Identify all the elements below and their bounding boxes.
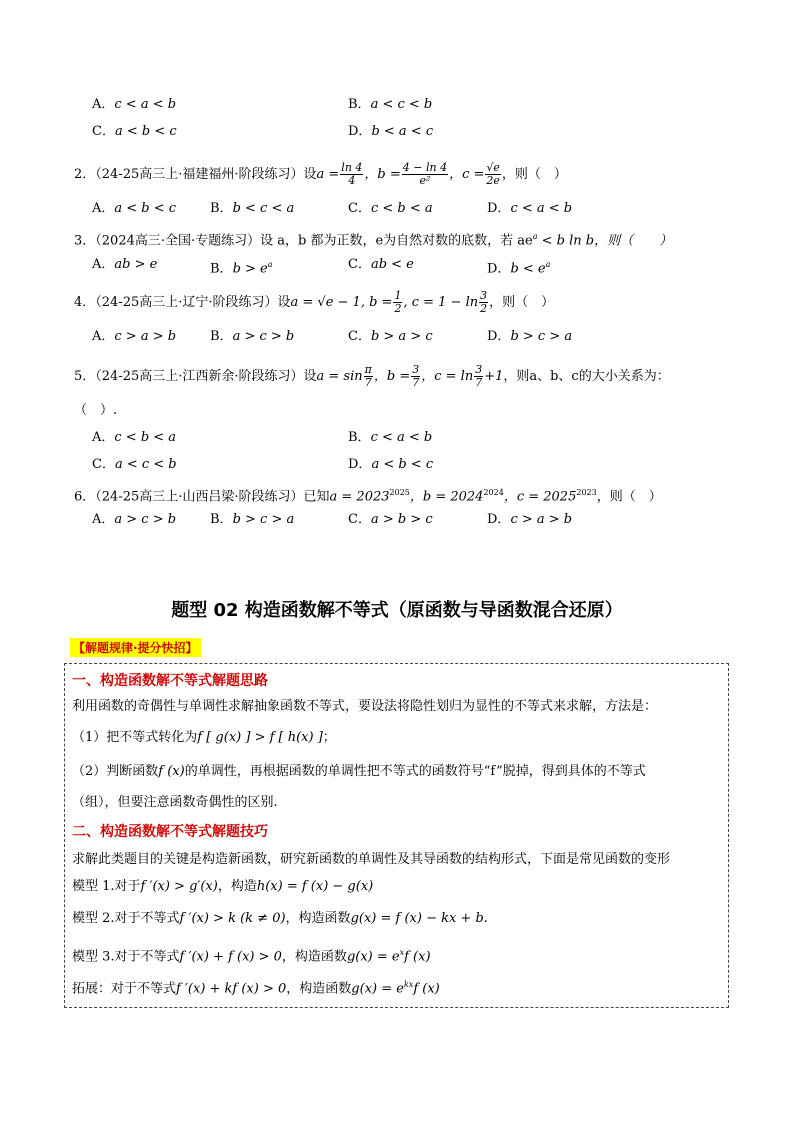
fraction-b: $\frac{4 - \ln 4}{\text{e²}}$	[402, 161, 448, 187]
tips-step-2-cont: （组），但要注意函数奇偶性的区别.	[72, 795, 278, 810]
expr-c: ，c =	[449, 167, 485, 182]
option-expression: b < a < c	[371, 124, 434, 139]
expr-a: a = 2023	[329, 489, 390, 505]
question-5	[74, 364, 670, 389]
q3-option-a[interactable]: A．ab > e	[92, 257, 158, 272]
q4-option-b[interactable]: B．a > c > b	[210, 329, 295, 344]
question-stem: 6．（24-25高三上·山西吕梁·阶段练习）已知	[74, 489, 330, 505]
model-extension: 拓展：对于不等式f ′(x) + kf (x) > 0，构造函数$g(x) = e^{kx}f$ (x)	[72, 980, 440, 997]
q1-option-b[interactable]	[348, 96, 432, 114]
q5-option-b[interactable]: B．c < a < b	[348, 430, 433, 445]
question-4	[74, 290, 554, 315]
q3-option-d[interactable]: D．$b < e^a$	[487, 260, 551, 277]
expr-b: ，b = 2024	[409, 489, 484, 505]
superscript-c: 2023	[576, 488, 597, 497]
option-expression: a < b < c	[114, 124, 177, 139]
fraction-c: $\frac{√e}{2e}$	[486, 161, 500, 187]
option-label: B．	[348, 97, 371, 112]
superscript: a	[532, 232, 538, 241]
superscript-a: 2025	[389, 488, 410, 497]
question-6	[74, 484, 662, 506]
q3-option-b[interactable]: B．$b > e^a$	[210, 260, 273, 277]
question-suffix: ，则（ ）	[489, 295, 555, 310]
model-1: 模型 1.对于f ′(x) > g′(x)，构造h(x) = f (x) − g(x)	[72, 879, 374, 894]
q2-option-b[interactable]: B．b < c < a	[210, 201, 295, 216]
q4-option-a[interactable]: A．c > a > b	[92, 329, 177, 344]
option-label: A．	[92, 97, 115, 112]
question-suffix: ，则（ ）	[596, 489, 662, 505]
expr-c: , c = 1 − ln	[403, 295, 479, 310]
expr-b: ，b =	[364, 167, 401, 182]
q5-option-a[interactable]: A．c < b < a	[92, 430, 177, 445]
q2-option-c[interactable]: C．c < b < a	[348, 201, 433, 216]
question-stem: 2．（24-25高三上·福建福州·阶段练习）设	[74, 167, 317, 182]
model-2: 模型 2.对于不等式f ′(x) > k (k ≠ 0)，构造函数g(x) = f (x) − kx + b.	[72, 911, 488, 926]
q5-option-c[interactable]: C．a < c < b	[92, 457, 177, 472]
q3-option-c[interactable]: C．ab < e	[348, 257, 414, 272]
q1-option-a[interactable]	[92, 96, 176, 114]
option-expression: c < a < b	[114, 97, 177, 112]
q6-option-a[interactable]: A．a > c > b	[92, 512, 177, 527]
q2-option-a[interactable]: A．a < b < c	[92, 201, 177, 216]
fraction-c: $\frac{3}{7}$	[475, 363, 483, 389]
option-expression: a < c < b	[370, 97, 433, 112]
fraction-b: $\frac{3}{7}$	[412, 363, 420, 389]
question-5-line2: （ ）.	[74, 403, 118, 418]
question-3	[74, 228, 672, 250]
expr-a: a =	[316, 167, 340, 182]
question-stem: 5．（24-25高三上·江西新余·阶段练习）设	[74, 369, 317, 384]
tips-paragraph-1: 利用函数的奇偶性与单调性求解抽象函数不等式，要设法将隐性划归为显性的不等式来求解，方法是：	[72, 699, 658, 714]
q1-option-d[interactable]	[348, 123, 433, 141]
tips-heading-1: 一、构造函数解不等式解题思路	[72, 673, 268, 689]
q6-option-b[interactable]: B．b > c > a	[210, 512, 295, 527]
q4-option-d[interactable]: D．b > c > a	[487, 329, 573, 344]
expr-c-tail: +1	[484, 369, 504, 384]
fraction-b: $\frac{1}{2}$	[394, 289, 402, 315]
q6-option-d[interactable]: D．c > a > b	[487, 512, 573, 527]
q6-option-c[interactable]: C．a > b > c	[348, 512, 433, 527]
question-suffix: ，则（ ）	[501, 167, 567, 182]
question-2	[74, 162, 567, 187]
fraction-a: $\frac{\ln 4}{4}$	[341, 161, 363, 187]
expr-a: a = √e − 1, b =	[290, 295, 393, 310]
fraction-a: $\frac{\pi}{7}$	[364, 363, 372, 389]
question-suffix: < b ln b，则（ ）	[537, 233, 673, 249]
question-stem: 4．（24-25高三上·辽宁·阶段练习）设	[74, 295, 291, 310]
question-suffix: ，则a、b、c的大小关系为：	[503, 369, 670, 384]
q2-option-d[interactable]: D．c < a < b	[487, 201, 573, 216]
tips-heading-2: 二、构造函数解不等式解题技巧	[72, 824, 268, 840]
tips-step-2: （2）判断函数f (x)的单调性，再根据函数的单调性把不等式的函数符号“f”脱掉，得到具体的不等式	[72, 764, 646, 779]
expr-a: a = sin	[316, 369, 363, 384]
q5-option-d[interactable]: D．a < b < c	[348, 457, 434, 472]
option-label: D．	[348, 124, 372, 139]
superscript-b: 2024	[483, 488, 504, 497]
fraction-c: $\frac{3}{2}$	[480, 289, 488, 315]
q1-option-c[interactable]	[92, 123, 177, 141]
q4-option-c[interactable]: C．b > a > c	[348, 329, 433, 344]
question-stem: 3．（2024高三·全国·专题练习）设 a，b 都为正数，e为自然对数的底数，若 ae	[74, 233, 533, 249]
tips-badge: 【解题规律·提分快招】	[70, 638, 201, 657]
expr-c: ，c = ln	[421, 369, 474, 384]
expr-b: ，b =	[373, 369, 411, 384]
expr-c: ，c = 2025	[503, 489, 577, 505]
option-label: C．	[92, 124, 115, 139]
section-title: 题型 02 构造函数解不等式（原函数与导函数混合还原）	[171, 600, 623, 621]
tips-step-1: （1）把不等式转化为f [ g(x) ] > f [ h(x) ]；	[72, 730, 336, 745]
model-3: 模型 3.对于不等式f ′(x) + f (x) > 0，构造函数$g(x) = e^xf$ (x)	[72, 948, 431, 965]
tips-paragraph-2: 求解此类题目的关键是构造新函数，研究新函数的单调性及其导函数的结构形式，下面是常见函数的变形	[72, 852, 671, 867]
